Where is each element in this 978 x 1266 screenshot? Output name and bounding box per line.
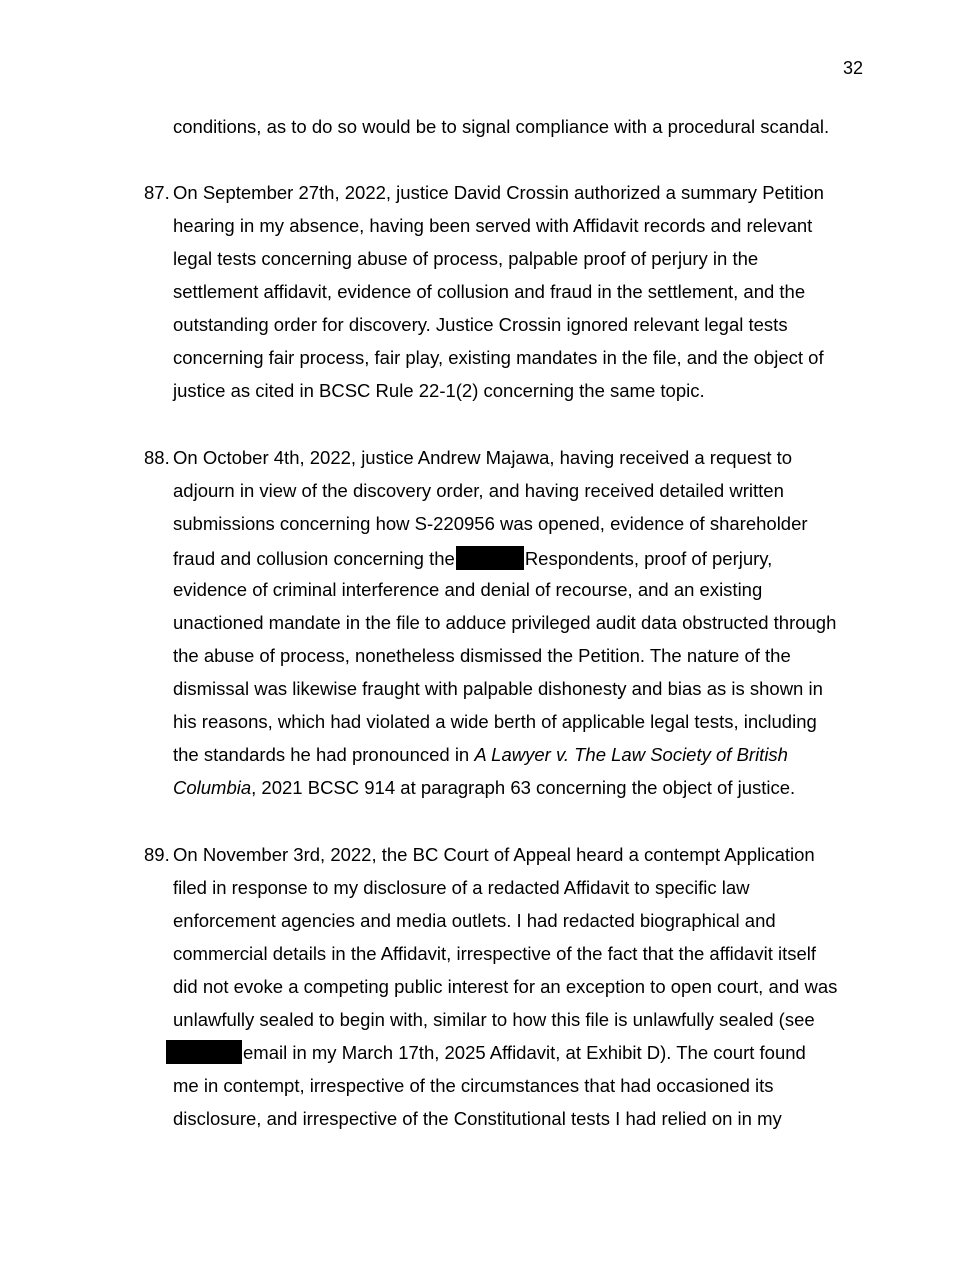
paragraph-88-line bbox=[173, 777, 795, 799]
paragraph-89-number: 89. bbox=[144, 844, 170, 865]
intro-line: conditions, as to do so would be to signal compliance with a procedural scandal. bbox=[173, 116, 830, 137]
paragraph-89-line: commercial details in the Affidavit, irrespective of the fact that the affidavit itself bbox=[173, 943, 817, 964]
case-citation-italic: Columbia bbox=[173, 777, 252, 798]
paragraph-88-number: 88. bbox=[144, 447, 170, 468]
paragraph-89-line: email in my March 17th, 2025 Affidavit, at Exhibit D). The court found bbox=[243, 1042, 806, 1063]
redaction-block bbox=[456, 546, 524, 570]
paragraph-88-line: dismissal was likewise fraught with palpable dishonesty and bias as is shown in bbox=[173, 678, 823, 699]
paragraph-89-line: unlawfully sealed to begin with, similar to how this file is unlawfully sealed (see bbox=[173, 1009, 815, 1030]
paragraph-87-line: On September 27th, 2022, justice David Crossin authorized a summary Petition bbox=[173, 182, 824, 203]
paragraph-89-line: did not evoke a competing public interest for an exception to open court, and was bbox=[173, 976, 838, 997]
paragraph-88-line: the abuse of process, nonetheless dismissed the Petition. The nature of the bbox=[173, 645, 791, 666]
page-number: 32 bbox=[842, 58, 863, 78]
line-text: fraud and collusion concerning the bbox=[173, 548, 455, 569]
paragraph-87-line: legal tests concerning abuse of process, palpable proof of perjury in the bbox=[173, 248, 759, 269]
paragraph-87-line: hearing in my absence, having been served with Affidavit records and relevant bbox=[173, 215, 813, 236]
case-citation-italic: A Lawyer v. The Law Society of British bbox=[474, 744, 788, 765]
paragraph-88-line: evidence of criminal interference and denial of recourse, and an existing bbox=[173, 579, 763, 600]
paragraph-89-line: On November 3rd, 2022, the BC Court of Appeal heard a contempt Application bbox=[173, 844, 815, 865]
paragraph-88-line bbox=[173, 546, 772, 570]
paragraph-88-line: his reasons, which had violated a wide berth of applicable legal tests, including bbox=[173, 711, 817, 732]
paragraph-87-line: concerning fair process, fair play, existing mandates in the file, and the object of bbox=[173, 347, 824, 368]
paragraph-88-line: On October 4th, 2022, justice Andrew Majawa, having received a request to bbox=[173, 447, 793, 468]
paragraph-88-line bbox=[173, 744, 788, 766]
redaction-block bbox=[166, 1040, 242, 1064]
paragraph-87-number: 87. bbox=[144, 182, 170, 203]
line-text: Respondents, proof of perjury, bbox=[524, 548, 773, 569]
paragraph-88-line: adjourn in view of the discovery order, and having received detailed written bbox=[173, 480, 784, 501]
paragraph-87-line: outstanding order for discovery. Justice Crossin ignored relevant legal tests bbox=[173, 314, 788, 335]
paragraph-89-line: enforcement agencies and media outlets. I had redacted biographical and bbox=[173, 910, 776, 931]
paragraph-89-line: disclosure, and irrespective of the Constitutional tests I had relied on in my bbox=[173, 1108, 782, 1129]
paragraph-87-line: justice as cited in BCSC Rule 22-1(2) concerning the same topic. bbox=[173, 380, 705, 401]
paragraph-87-line: settlement affidavit, evidence of collusion and fraud in the settlement, and the bbox=[173, 281, 806, 302]
paragraph-88-line: unactioned mandate in the file to adduce privileged audit data obstructed through bbox=[173, 612, 837, 633]
paragraph-89-line: me in contempt, irrespective of the circumstances that had occasioned its bbox=[173, 1075, 774, 1096]
paragraph-89-line: filed in response to my disclosure of a redacted Affidavit to specific law bbox=[173, 877, 750, 898]
paragraph-88-line: submissions concerning how S-220956 was opened, evidence of shareholder bbox=[173, 513, 808, 534]
line-text: the standards he had pronounced in bbox=[173, 744, 475, 765]
line-text: , 2021 BCSC 914 at paragraph 63 concerning the object of justice. bbox=[251, 777, 796, 798]
